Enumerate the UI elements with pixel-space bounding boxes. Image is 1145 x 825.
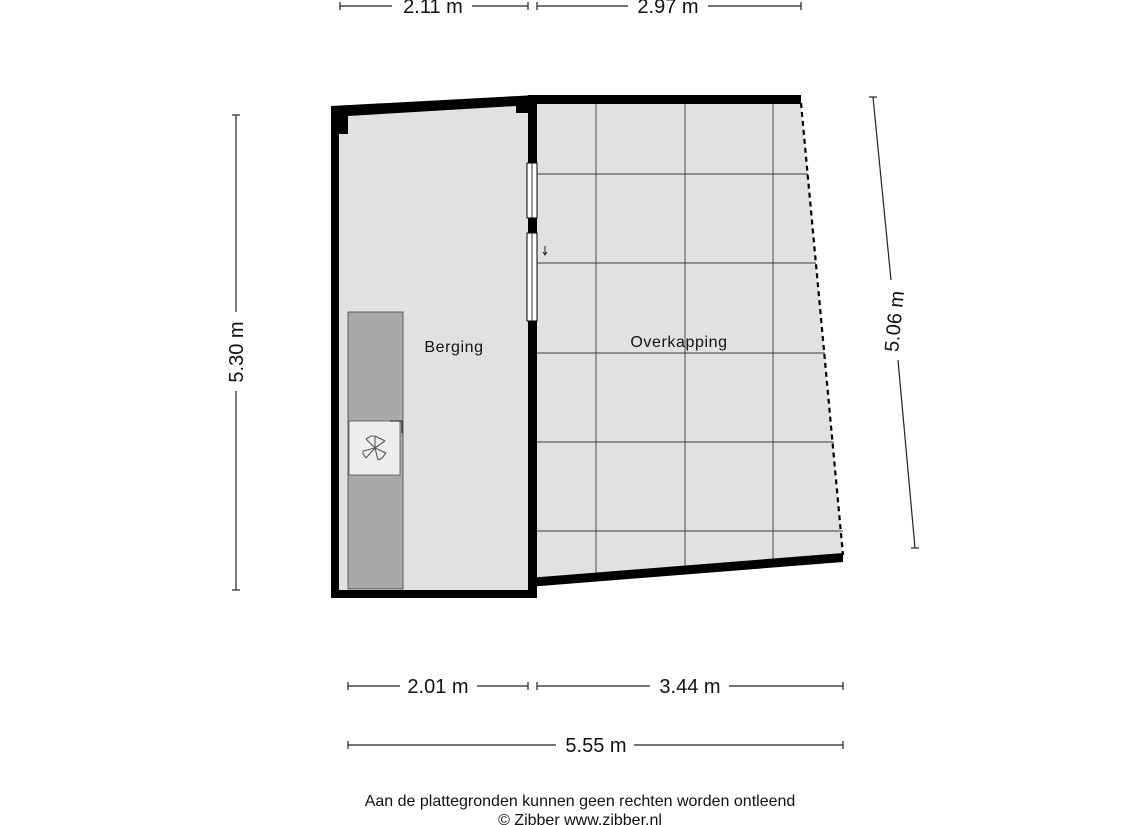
dimension-label-bottom-left: 2.01 m <box>407 676 469 698</box>
room-label-berging: Berging <box>424 339 484 356</box>
dimension-top-left <box>340 0 528 18</box>
dimension-label-top-right: 2.97 m <box>637 0 699 18</box>
footer-copyright: © Zibber www.zibber.nl <box>498 812 662 825</box>
dimension-bottom-total <box>348 735 843 757</box>
dimension-left <box>226 115 248 590</box>
dimension-bottom-right <box>537 676 843 698</box>
room-label-overkapping: Overkapping <box>630 334 728 351</box>
dimension-label-top-left: 2.11 m <box>403 0 463 18</box>
dimension-bottom-left <box>348 676 528 698</box>
dimension-label-left: 5.30 m <box>226 321 248 383</box>
dimension-label-bottom-right: 3.44 m <box>659 676 721 698</box>
footer-disclaimer: Aan de plattegronden kunnen geen rechten worden ontleend <box>364 793 796 810</box>
dimension-label-right: 5.06 m <box>881 289 909 353</box>
dimension-label-bottom-total: 5.55 m <box>565 735 627 757</box>
dimension-right <box>869 97 919 548</box>
dimension-top-right <box>537 0 801 18</box>
overkapping-top-wall <box>528 95 801 104</box>
